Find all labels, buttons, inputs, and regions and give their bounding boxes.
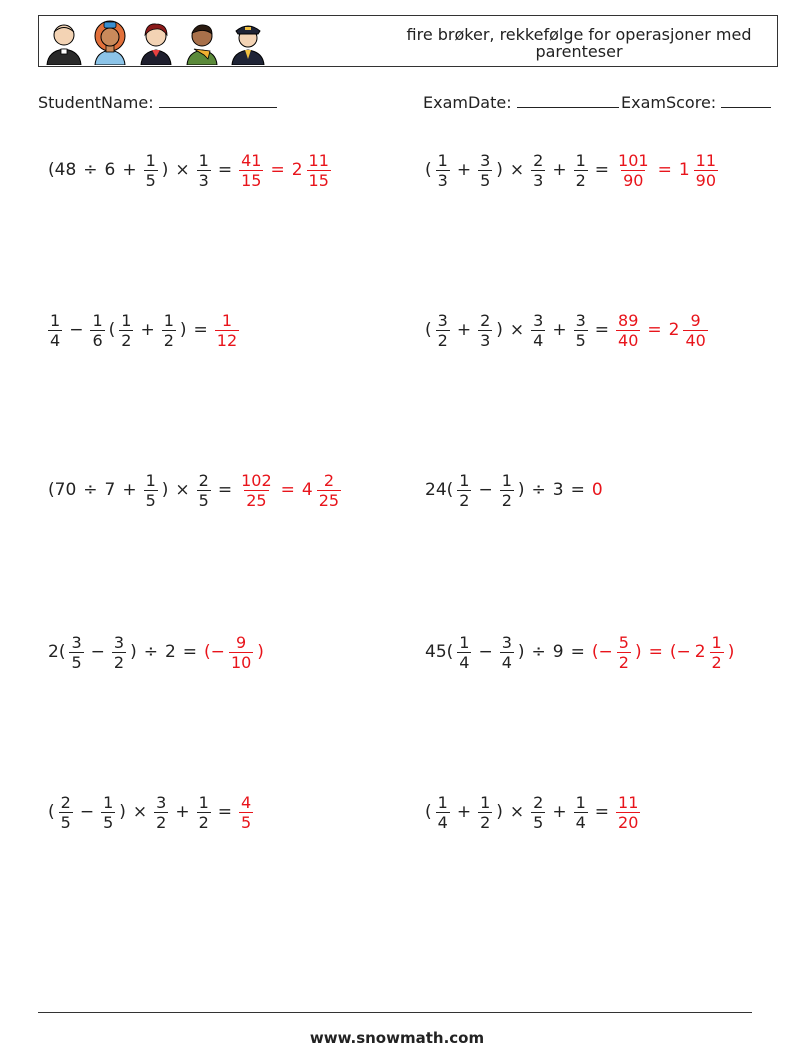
fraction	[478, 311, 492, 350]
denominator: 2	[163, 330, 174, 350]
fraction	[531, 151, 545, 190]
whole-part: 2	[694, 642, 706, 662]
answer-text: )	[257, 642, 264, 662]
student-name-label: StudentName:	[38, 93, 154, 112]
fraction	[457, 633, 471, 672]
denominator: 2	[618, 652, 629, 672]
pilot-avatar-icon	[228, 19, 268, 65]
operator: ×	[175, 160, 190, 180]
fraction	[574, 793, 588, 832]
denominator: 3	[437, 170, 448, 190]
denominator: 25	[318, 490, 340, 510]
problem-5	[46, 460, 343, 520]
denominator: 2	[113, 652, 125, 672]
numerator: 1	[145, 150, 156, 170]
operator: +	[456, 320, 472, 340]
operator: +	[552, 802, 567, 822]
term: )	[517, 480, 525, 500]
denominator: 6	[92, 330, 103, 350]
whole-part: 2	[291, 160, 303, 180]
operator: =	[280, 480, 295, 500]
fraction	[457, 471, 471, 510]
answer-fraction	[710, 633, 724, 672]
operator: =	[594, 802, 610, 822]
denominator: 2	[121, 330, 132, 350]
denominator: 2	[480, 812, 491, 832]
fraction	[436, 311, 450, 350]
numerator: 2	[60, 792, 71, 812]
operator: +	[456, 160, 472, 180]
numerator: 5	[618, 632, 629, 652]
operator: ÷	[83, 160, 98, 180]
operator: +	[175, 802, 190, 822]
term: (	[108, 320, 116, 340]
student-name-field[interactable]	[38, 92, 277, 112]
term: )	[130, 642, 137, 662]
numerator: 1	[711, 632, 722, 652]
operator: ×	[509, 320, 525, 340]
priest-avatar-icon	[44, 19, 84, 65]
operator: +	[140, 320, 155, 340]
whole-part: 4	[301, 480, 313, 500]
answer-fraction	[239, 793, 253, 832]
numerator: 1	[459, 470, 470, 490]
problem-10	[423, 782, 642, 842]
numerator: 2	[480, 310, 491, 330]
numerator: 9	[690, 310, 701, 330]
term: )	[496, 320, 503, 340]
denominator: 4	[533, 330, 544, 350]
numerator: 1	[198, 792, 209, 812]
operator: ÷	[531, 642, 546, 662]
operator: +	[552, 160, 567, 180]
term: 7	[104, 480, 116, 500]
term: )	[179, 320, 187, 340]
fraction	[500, 633, 514, 672]
numerator: 1	[459, 632, 470, 652]
denominator: 5	[145, 170, 156, 190]
term: 6	[104, 160, 116, 180]
problem-4	[423, 300, 710, 360]
fraction	[436, 793, 450, 832]
denominator: 2	[198, 812, 209, 832]
operator: =	[217, 480, 233, 500]
fraction	[162, 311, 176, 350]
denominator: 20	[618, 812, 639, 832]
numerator: 89	[618, 310, 639, 330]
denominator: 5	[198, 490, 209, 510]
operator: =	[182, 642, 198, 662]
answer-fraction	[229, 633, 253, 672]
fraction	[500, 471, 514, 510]
fraction	[436, 151, 450, 190]
operator: ×	[509, 160, 525, 180]
operator: −	[79, 802, 95, 822]
numerator: 1	[145, 470, 156, 490]
man-scarf-avatar-icon	[182, 19, 222, 65]
numerator: 2	[533, 792, 544, 812]
numerator: 1	[575, 792, 586, 812]
numerator: 2	[533, 150, 544, 170]
numerator: 11	[618, 792, 639, 812]
denominator: 2	[711, 652, 722, 672]
answer-text: )	[634, 642, 642, 662]
fraction	[154, 793, 168, 832]
answer-mixed-number	[667, 311, 710, 350]
term: )	[119, 802, 126, 822]
term: )	[496, 160, 503, 180]
title-line-2: parenteser	[535, 42, 623, 61]
numerator: 1	[121, 310, 132, 330]
operator: +	[552, 320, 567, 340]
fraction	[144, 151, 158, 190]
numerator: 1	[437, 150, 448, 170]
problem-3	[46, 300, 241, 360]
term: 2(	[48, 642, 66, 662]
numerator: 1	[92, 310, 103, 330]
denominator: 2	[459, 490, 470, 510]
fraction	[574, 151, 588, 190]
numerator: 1	[163, 310, 174, 330]
term: 9	[552, 642, 564, 662]
denominator: 5	[241, 812, 252, 832]
numerator: 9	[236, 632, 247, 652]
denominator: 3	[480, 330, 491, 350]
numerator: 2	[198, 470, 209, 490]
denominator: 3	[533, 170, 544, 190]
fraction	[478, 793, 492, 832]
numerator: 1	[198, 150, 209, 170]
answer-mixed-number	[693, 633, 726, 672]
footer-divider	[38, 1012, 752, 1013]
problem-6	[423, 460, 605, 520]
whole-part: 1	[678, 160, 690, 180]
problem-7	[46, 622, 266, 682]
numerator: 3	[501, 632, 512, 652]
problem-2	[423, 140, 720, 200]
term: (70	[48, 480, 77, 500]
title-line-1: fire brøker, rekkefølge for operasjoner med	[406, 25, 752, 44]
answer-fraction	[239, 151, 263, 190]
student-name-blank[interactable]	[159, 92, 277, 108]
term: (	[48, 802, 55, 822]
footer-url: www.snowmath.com	[309, 1029, 485, 1047]
answer-fraction	[307, 151, 331, 190]
denominator: 4	[459, 652, 470, 672]
fraction	[59, 793, 73, 832]
term: )	[161, 480, 169, 500]
denominator: 90	[695, 170, 717, 190]
term: (	[425, 320, 432, 340]
term: 24(	[425, 480, 454, 500]
numerator: 1	[103, 792, 114, 812]
worksheet-header	[38, 15, 778, 67]
exam-date-blank[interactable]	[517, 92, 619, 108]
denominator: 15	[241, 170, 262, 190]
term: 2	[164, 642, 176, 662]
whole-part: 2	[668, 320, 680, 340]
operator: −	[90, 642, 105, 662]
woman-avatar-icon	[90, 19, 130, 65]
fraction	[478, 151, 492, 190]
denominator: 5	[60, 812, 71, 832]
numerator: 3	[156, 792, 167, 812]
denominator: 25	[246, 490, 267, 510]
denominator: 90	[623, 170, 644, 190]
operator: +	[122, 480, 137, 500]
operator: ÷	[143, 642, 158, 662]
fraction	[119, 311, 133, 350]
numerator: 3	[113, 632, 125, 652]
answer-fraction	[317, 471, 341, 510]
numerator: 11	[695, 150, 717, 170]
answer-text: (−	[669, 642, 691, 662]
denominator: 4	[50, 330, 61, 350]
operator: ÷	[83, 480, 98, 500]
answer-fraction	[616, 793, 640, 832]
numerator: 41	[241, 150, 262, 170]
fraction	[574, 311, 588, 350]
problem-9	[46, 782, 255, 842]
operator: =	[594, 320, 610, 340]
fraction	[531, 311, 545, 350]
denominator: 40	[685, 330, 706, 350]
operator: −	[478, 642, 493, 662]
operator: =	[594, 160, 610, 180]
numerator: 3	[437, 310, 448, 330]
worksheet-title	[399, 26, 759, 60]
girl-avatar-icon	[136, 19, 176, 65]
term: (	[425, 160, 432, 180]
denominator: 5	[533, 812, 544, 832]
operator: =	[647, 320, 662, 340]
answer-fraction	[239, 471, 274, 510]
fraction	[90, 311, 104, 350]
answer-mixed-number	[677, 151, 720, 190]
answer-fraction	[683, 311, 707, 350]
fraction	[101, 793, 115, 832]
denominator: 4	[501, 652, 512, 672]
operator: =	[217, 160, 233, 180]
problem-8	[423, 622, 736, 682]
denominator: 2	[501, 490, 512, 510]
fraction	[197, 151, 211, 190]
operator: =	[648, 642, 663, 662]
operator: +	[122, 160, 137, 180]
numerator: 1	[575, 150, 586, 170]
answer-mixed-number	[300, 471, 343, 510]
numerator: 3	[480, 150, 491, 170]
fraction	[531, 793, 545, 832]
answer-fraction	[617, 633, 631, 672]
avatar-strip	[44, 19, 268, 65]
term: 3	[552, 480, 564, 500]
denominator: 10	[230, 652, 252, 672]
numerator: 101	[618, 150, 649, 170]
operator: −	[478, 480, 493, 500]
numerator: 1	[221, 310, 233, 330]
answer-fraction	[616, 151, 651, 190]
denominator: 5	[71, 652, 82, 672]
exam-score-field[interactable]	[621, 92, 771, 112]
fraction	[112, 633, 126, 672]
fraction	[69, 633, 83, 672]
denominator: 2	[437, 330, 448, 350]
operator: =	[270, 160, 285, 180]
numerator: 1	[50, 310, 61, 330]
denominator: 40	[618, 330, 639, 350]
fraction	[197, 793, 211, 832]
fraction	[144, 471, 158, 510]
operator: ×	[509, 802, 525, 822]
numerator: 3	[575, 310, 586, 330]
denominator: 15	[308, 170, 329, 190]
denominator: 5	[480, 170, 491, 190]
denominator: 3	[198, 170, 209, 190]
operator: =	[217, 802, 233, 822]
operator: ×	[132, 802, 148, 822]
answer-text: (−	[591, 642, 613, 662]
answer-fraction	[694, 151, 718, 190]
numerator: 1	[437, 792, 448, 812]
operator: =	[657, 160, 672, 180]
fraction	[48, 311, 62, 350]
numerator: 4	[241, 792, 252, 812]
problem-1	[46, 140, 333, 200]
numerator: 11	[308, 150, 329, 170]
numerator: 2	[323, 470, 334, 490]
term: )	[496, 802, 503, 822]
answer-text: )	[727, 642, 735, 662]
answer-fraction	[215, 311, 239, 350]
denominator: 5	[103, 812, 114, 832]
numerator: 1	[501, 470, 512, 490]
term: 45(	[425, 642, 454, 662]
operator: ÷	[531, 480, 546, 500]
operator: ×	[175, 480, 190, 500]
answer-text: 0	[591, 480, 603, 500]
numerator: 3	[533, 310, 544, 330]
denominator: 2	[575, 170, 586, 190]
denominator: 5	[575, 330, 586, 350]
denominator: 4	[575, 812, 586, 832]
answer-text: (−	[204, 642, 225, 662]
answer-fraction	[616, 311, 640, 350]
operator: =	[570, 480, 585, 500]
denominator: 2	[156, 812, 167, 832]
numerator: 3	[71, 632, 82, 652]
operator: −	[69, 320, 84, 340]
operator: +	[456, 802, 472, 822]
term: (48	[48, 160, 77, 180]
operator: =	[570, 642, 585, 662]
exam-score-blank[interactable]	[721, 92, 771, 108]
term: )	[161, 160, 169, 180]
numerator: 102	[241, 470, 272, 490]
numerator: 1	[480, 792, 491, 812]
exam-date-field[interactable]	[423, 92, 619, 112]
denominator: 5	[145, 490, 156, 510]
exam-score-label: ExamScore:	[621, 93, 717, 112]
term: )	[517, 642, 525, 662]
exam-date-label: ExamDate:	[423, 93, 512, 112]
fraction	[197, 471, 211, 510]
term: (	[425, 802, 432, 822]
answer-mixed-number	[290, 151, 333, 190]
operator: =	[193, 320, 208, 340]
denominator: 4	[437, 812, 448, 832]
denominator: 12	[216, 330, 238, 350]
